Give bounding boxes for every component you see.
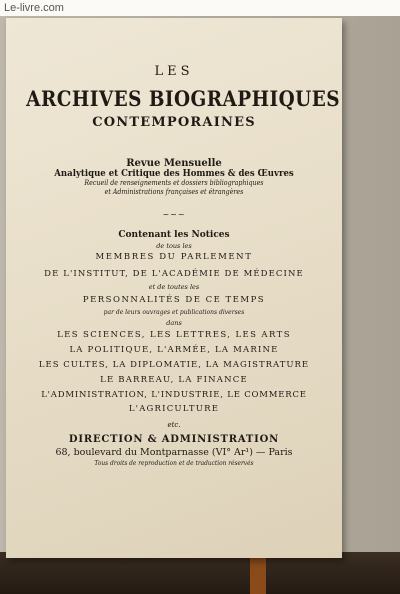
- cover-les: LES: [154, 64, 194, 79]
- floor-edge: [250, 556, 266, 594]
- cover-direction: DIRECTION & ADMINISTRATION: [68, 434, 280, 445]
- cover-politique: LA POLITIQUE, L'ARMÉE, LA MARINE: [69, 345, 279, 355]
- cover-dans: dans: [166, 319, 182, 327]
- cover-personnalites: PERSONNALITÉS DE CE TEMPS: [82, 295, 266, 305]
- cover-revue: Revue Mensuelle: [126, 158, 222, 169]
- cover-ornament: ~~~: [162, 210, 186, 219]
- cover-sciences: LES SCIENCES, LES LETTRES, LES ARTS: [57, 330, 291, 340]
- cover-membres: MEMBRES DU PARLEMENT: [95, 252, 253, 262]
- cover-small-line-2: et Administrations françaises et étrangères: [104, 188, 244, 196]
- cover-etc: etc.: [167, 421, 181, 429]
- cover-de-tous-les: de tous les: [156, 242, 192, 250]
- cover-address: 68, boulevard du Montparnasse (VI° Ar¹) — Paris: [55, 447, 293, 458]
- cover-administration: L'ADMINISTRATION, L'INDUSTRIE, LE COMMERCE: [41, 390, 307, 400]
- cover-subtitle: CONTEMPORAINES: [92, 115, 256, 130]
- cover-institut: DE L'INSTITUT, DE L'ACADÉMIE DE MÉDECINE: [44, 269, 304, 279]
- floor-shadow: [0, 552, 400, 594]
- cover-et-de-toutes: et de toutes les: [148, 283, 200, 291]
- watermark-text: Le-livre.com: [4, 2, 64, 14]
- cover-contenant: Contenant les Notices: [118, 230, 230, 240]
- cover-barreau: LE BARREAU, LA FINANCE: [100, 375, 248, 385]
- cover-cultes: LES CULTES, LA DIPLOMATIE, LA MAGISTRATURE: [38, 360, 310, 370]
- book-cover: [6, 18, 342, 558]
- cover-rights: Tous droits de reproduction et de traduction réservés: [94, 459, 254, 467]
- cover-analytique: Analytique et Critique des Hommes & des Œuvres: [54, 168, 294, 179]
- cover-small-line-1: Recueil de renseignements et dossiers bibliographiques: [84, 179, 264, 187]
- cover-par: par de leurs ouvrages et publications diverses: [103, 309, 245, 316]
- cover-agriculture: L'AGRICULTURE: [128, 404, 220, 414]
- cover-title: ARCHIVES BIOGRAPHIQUES: [26, 86, 341, 111]
